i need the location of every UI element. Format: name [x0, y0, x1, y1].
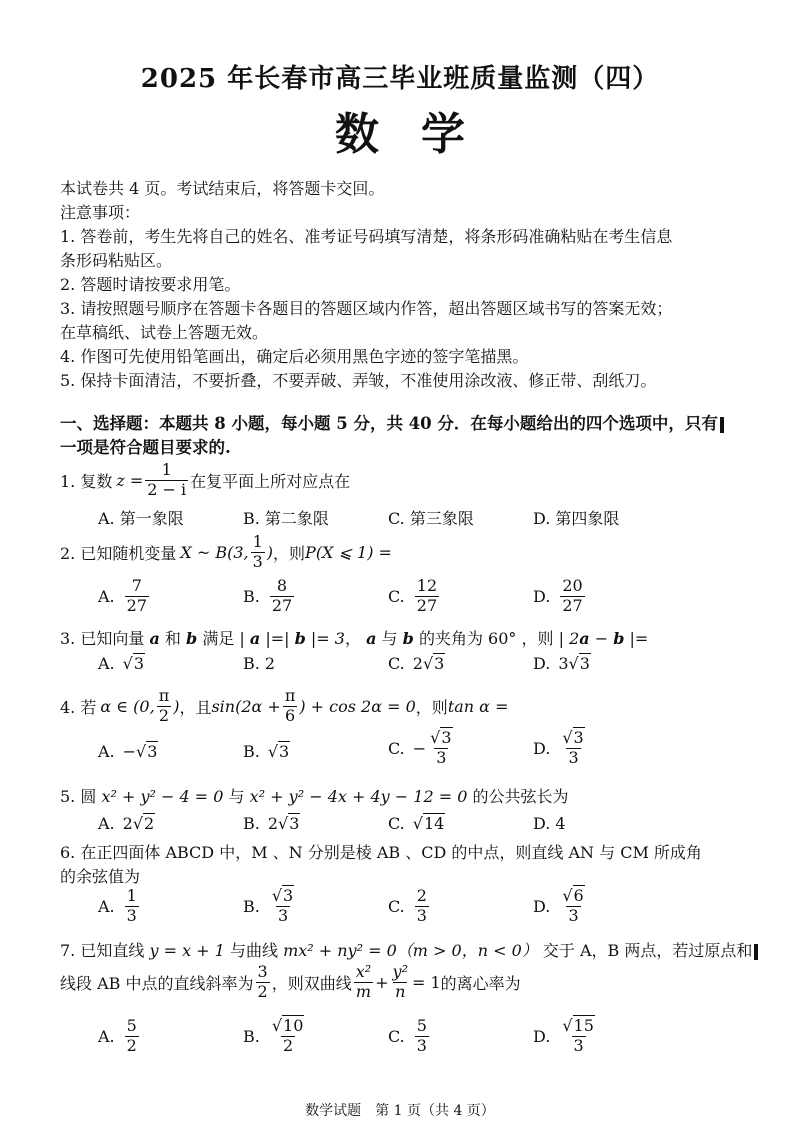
question-4 — [60, 688, 508, 725]
question-2 — [60, 534, 392, 571]
q7-option-b[interactable] — [243, 1018, 308, 1055]
q4-option-c[interactable] — [388, 730, 457, 767]
q5-option-a-label: A. — [98, 814, 115, 833]
q2-formula-close: ) — [266, 542, 274, 562]
q7-hyperbola-x: $\frac{\text{x²}}{m}$ — [355, 962, 372, 1001]
q2-option-b[interactable] — [243, 578, 296, 615]
q6-option-c[interactable] — [388, 888, 431, 925]
q3-prefix: 3. 已知向量 — [60, 629, 145, 648]
instruction-item-3a: 3. 请按照题号顺序在答题卡各题目的答题区域内作答，超出答题区域书写的答案无效； — [60, 299, 673, 318]
instruction-intro: 本试卷共 4 页。考试结束后，将答题卡交回。 — [60, 179, 385, 198]
q7-option-c-label: C. — [388, 1026, 405, 1046]
q4-then: ，则 — [415, 697, 448, 717]
q4-equation-rest: ) + cos 2α = 0 — [299, 696, 416, 716]
q7-line2-prefix: 线段 AB 中点的直线斜率为 — [60, 973, 254, 993]
q7-suffix: 交于 A，B 两点，若过原点和 — [542, 941, 753, 960]
q7-option-d[interactable] — [533, 1018, 599, 1055]
q3-option-c-label: C. — [388, 654, 405, 673]
q2-option-a[interactable] — [98, 578, 151, 615]
q7-option-b-label: B. — [243, 1026, 260, 1046]
instruction-item-1b: 条形码粘贴区。 — [60, 251, 173, 270]
q7-option-b-fraction: $\frac{√10}{2}$ — [271, 1016, 304, 1055]
q6-option-d-label: D. — [533, 896, 551, 916]
section-heading-2: 一项是符合题目要求的. — [60, 438, 231, 457]
q3-option-d[interactable] — [533, 654, 591, 673]
q6-option-b-fraction: $\frac{√3}{3}$ — [271, 886, 294, 925]
q4-option-c-sign: − — [412, 738, 427, 758]
q4-option-b-value: √3 — [267, 742, 290, 761]
instruction-item-4: 4. 作图可先使用铅笔画出，确定后必须用黑色字迹的签字笔描黑。 — [60, 347, 529, 366]
section-heading-1 — [60, 410, 724, 434]
q7-option-a-fraction: $\frac{5}{2}$ — [126, 1016, 137, 1055]
q3-condition: | a |=| b |= 3 — [239, 629, 345, 648]
q7-slope-fraction: $\frac{3}{2}$ — [257, 962, 268, 1001]
q4-mid: ，且 — [179, 697, 212, 717]
q4-domain-close: ) — [173, 696, 180, 716]
q1-option-c[interactable]: C. 第三象限 — [388, 509, 474, 528]
q1-prefix: 1. 复数 — [60, 471, 113, 491]
q5-option-a-value: 2√2 — [122, 814, 155, 833]
q7-option-a-label: A. — [98, 1026, 115, 1046]
q7-line-eq: y = x + 1 — [149, 941, 225, 960]
instruction-item-3b: 在草稿纸、试卷上答题无效。 — [60, 323, 269, 342]
q5-circle-2: x² + y² − 4x + 4y − 12 = 0 — [249, 787, 468, 806]
q2-option-d-fraction: $\frac{20}{27}$ — [562, 576, 583, 615]
q2-option-d[interactable] — [533, 578, 587, 615]
cut-mark — [720, 417, 724, 433]
q4-option-c-label: C. — [388, 738, 405, 758]
q3-angle: 的夹角为 — [418, 629, 483, 648]
question-3: 3. 已知向量 a 和 b 满足 | a |=| b |= 3， a 与 b 的夹角为 60° ，则 | 2a − b |= — [60, 629, 649, 648]
q3-option-a[interactable] — [98, 654, 145, 673]
cut-mark-2 — [754, 944, 758, 960]
q5-option-d[interactable]: D. 4 — [533, 814, 566, 833]
q5-option-b-label: B. — [243, 814, 260, 833]
q4-option-a[interactable] — [98, 742, 158, 761]
q3-option-b[interactable]: B. 2 — [243, 654, 276, 673]
q2-formula: X ~ B(3, — [180, 542, 249, 562]
q4-equation-fraction: $\frac{\pi}{6}$ — [284, 686, 296, 725]
q3-target: | 2a − b |= — [558, 629, 649, 648]
q3-vec-b2: b — [402, 629, 414, 648]
q7-hyperbola-plus: + — [375, 972, 389, 992]
q4-option-b-label: B. — [243, 742, 260, 761]
q2-option-b-fraction: $\frac{8}{27}$ — [271, 576, 293, 615]
instruction-item-2: 2. 答题时请按要求用笔。 — [60, 275, 241, 294]
q6-option-d[interactable] — [533, 888, 589, 925]
q7-option-c[interactable] — [388, 1018, 431, 1055]
q5-prefix: 5. 圆 — [60, 787, 97, 806]
q3-option-c[interactable] — [388, 654, 445, 673]
q4-option-d[interactable] — [533, 730, 589, 767]
q4-option-d-fraction: $\frac{√3}{3}$ — [562, 728, 584, 767]
q2-option-c-fraction: $\frac{12}{27}$ — [416, 576, 438, 615]
question-6-line-1: 6. 在正四面体 ABCD 中，M 、N 分别是棱 AB 、CD 的中点，则直线 AN 与 CM 所成角 — [60, 843, 702, 862]
q1-option-b[interactable]: B. 第二象限 — [243, 509, 329, 528]
q7-mid: 与曲线 — [229, 941, 278, 960]
question-5 — [60, 784, 569, 807]
q5-circle-1: x² + y² − 4 = 0 — [101, 787, 224, 806]
instruction-notice-title: 注意事项： — [60, 203, 141, 222]
q3-vec-a: a — [149, 629, 160, 648]
q2-option-a-fraction: $\frac{7}{27}$ — [126, 576, 147, 615]
q7-curve-eq: mx² + ny² = 0（m > 0，n < 0） — [283, 941, 538, 960]
q2-fraction: $\frac{1}{3}$ — [252, 532, 263, 571]
q7-option-d-label: D. — [533, 1026, 551, 1046]
q4-equation: sin(2α + — [211, 696, 281, 716]
q4-target: tan α = — [447, 696, 509, 716]
q3-option-a-label: A. — [98, 654, 115, 673]
question-7-line-2 — [60, 964, 521, 1001]
q5-suffix: 的公共弦长为 — [472, 787, 569, 806]
q6-option-a-label: A. — [98, 896, 115, 916]
q3-option-a-value: √3 — [122, 654, 145, 673]
q4-option-b[interactable] — [243, 742, 290, 761]
q1-formula: z = — [116, 470, 144, 490]
q1-option-a[interactable]: A. 第一象限 — [98, 509, 184, 528]
question-1 — [60, 462, 350, 499]
q6-option-a[interactable] — [98, 888, 141, 925]
q2-option-c-label: C. — [388, 586, 405, 606]
q2-option-c[interactable] — [388, 578, 441, 615]
q6-option-a-fraction: $\frac{1}{3}$ — [126, 886, 137, 925]
q6-option-d-fraction: $\frac{√6}{3}$ — [562, 886, 584, 925]
instruction-item-1a: 1. 答卷前，考生先将自己的姓名、准考证号码填写清楚，将条形码准确粘贴在考生信息 — [60, 227, 673, 246]
q5-option-b[interactable] — [243, 814, 300, 833]
q2-probability: P(X ⩽ 1) = — [305, 542, 392, 562]
q2-option-a-label: A. — [98, 586, 115, 606]
q3-vec-b: b — [186, 629, 198, 648]
q2-prefix: 2. 已知随机变量 — [60, 543, 177, 563]
q4-prefix: 4. 若 — [60, 697, 97, 717]
q2-option-d-label: D. — [533, 586, 551, 606]
q5-with: 与 — [228, 787, 245, 806]
q5-option-c-label: C. — [388, 814, 405, 833]
q4-option-d-label: D. — [533, 738, 551, 758]
q3-satisfy: 满足 — [202, 629, 235, 648]
q7-line2-mid: ，则双曲线 — [271, 973, 352, 993]
q3-angle-value: 60° — [488, 629, 517, 648]
q3-vec-a2: a — [366, 629, 377, 648]
q6-option-c-label: C. — [388, 896, 405, 916]
instruction-item-5: 5. 保持卡面清洁，不要折叠，不要弄破、弄皱，不准使用涂改液、修正带、刮纸刀。 — [60, 371, 657, 390]
question-6-line-2: 的余弦值为 — [60, 867, 141, 886]
page-footer: 数学试题 第 1 页（共 4 页） — [305, 1103, 495, 1119]
q5-option-c-value: √14 — [412, 814, 445, 833]
q7-option-c-fraction: $\frac{5}{3}$ — [416, 1016, 427, 1055]
q3-and: 和 — [164, 629, 181, 648]
q2-option-b-label: B. — [243, 586, 260, 606]
q1-fraction: $\frac{1}{2 - i}$ — [147, 460, 187, 499]
q6-option-b[interactable] — [243, 888, 298, 925]
subject-title: 数学 — [335, 109, 507, 160]
q7-hyperbola-y: $\frac{\text{y²}}{n}$ — [392, 962, 408, 1001]
q4-option-c-fraction: $\frac{√3}{3}$ — [430, 728, 452, 767]
q6-option-b-label: B. — [243, 896, 260, 916]
question-7-line-1 — [60, 938, 758, 961]
q7-option-a[interactable] — [98, 1018, 141, 1055]
q3-then: ，则 — [521, 629, 554, 648]
q3-option-d-label: D. — [533, 654, 551, 673]
q1-suffix: 在复平面上所对应点在 — [190, 471, 351, 491]
q4-domain: α ∈ (0, — [100, 696, 155, 716]
page-title: 2025 年长春市高三毕业班质量监测（四） — [140, 64, 660, 94]
q2-suffix: ，则 — [273, 543, 306, 563]
q6-option-c-fraction: $\frac{2}{3}$ — [416, 886, 427, 925]
section-heading-1-text: 一、选择题：本题共 8 小题，每小题 5 分，共 40 分．在每小题给出的四个选项中，只有 — [60, 414, 718, 433]
q5-option-a[interactable] — [98, 814, 155, 833]
q7-hyperbola-rhs: = 1 — [412, 972, 441, 992]
q1-option-d[interactable]: D. 第四象限 — [533, 509, 620, 528]
q7-option-d-fraction: $\frac{√15}{3}$ — [562, 1016, 594, 1055]
q5-option-b-value: 2√3 — [267, 814, 300, 833]
q7-prefix: 7. 已知直线 — [60, 941, 145, 960]
q3-with: 与 — [381, 629, 398, 648]
q7-line2-suffix: 的离心率为 — [440, 973, 521, 993]
q3-option-d-value: 3√3 — [558, 654, 590, 673]
q3-option-c-value: 2√3 — [412, 654, 445, 673]
q5-option-c[interactable] — [388, 814, 445, 833]
q4-domain-fraction: $\frac{\pi}{2}$ — [158, 686, 170, 725]
q4-option-a-value: −√3 — [122, 742, 158, 761]
q4-option-a-label: A. — [98, 742, 115, 761]
